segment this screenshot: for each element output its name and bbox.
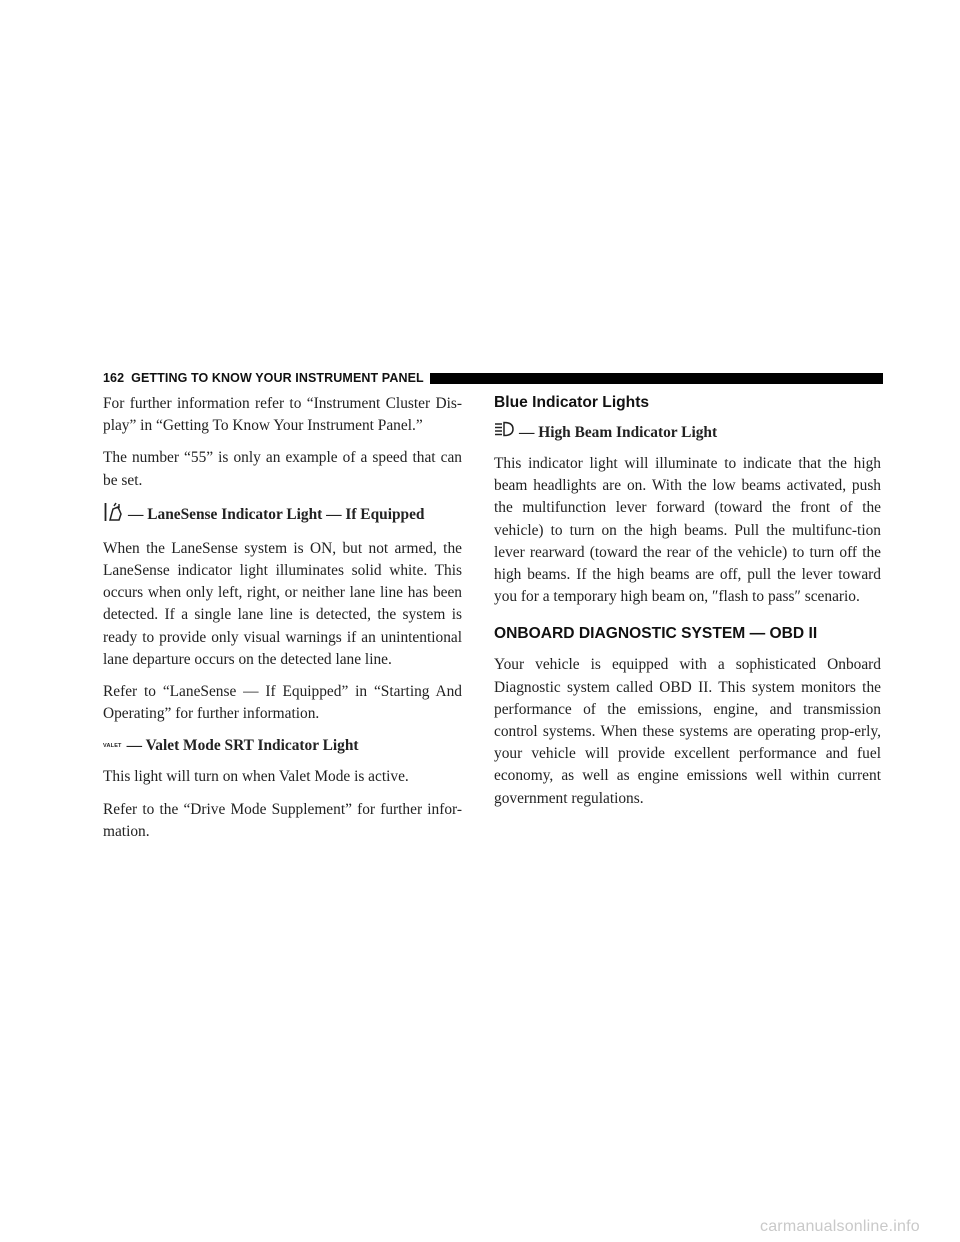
paragraph-cluster-reference: For further information refer to “Instrument Cluster Dis-play” in “Getting To Know Your Instrument Panel.”	[103, 395, 462, 435]
valet-icon: VALET	[103, 743, 122, 750]
paragraph-highbeam-description: This indicator light will illuminate to indicate that the high beam headlights are on. With the low beams activated, push the multifunction lever forward (toward the front of the vehicle) to turn on the high beams. Pull the multifunc-tion lever rearward (toward the rear of the vehicle) to turn off the high beams. If the high beams are off, pull the lever toward you for a temporary high beam on, ″flash to pass″ scenario.	[494, 455, 881, 606]
highbeam-heading	[494, 421, 881, 444]
lanesense-heading	[103, 502, 462, 529]
watermark: carmanualsonline.info	[760, 1218, 920, 1235]
page-header	[103, 371, 883, 385]
highbeam-heading-text: — High Beam Indicator Light	[519, 423, 718, 441]
paragraph-obd-description: Your vehicle is equipped with a sophisticated Onboard Diagnostic system called OBD II. This system monitors the performance of the emissions, engine, and transmission control systems. When these systems are operating prop-erly, your vehicle will provide excellent performance and fuel economy, as well as engine emissions well within current government regulations.	[494, 656, 881, 807]
section-title: GETTING TO KNOW YOUR INSTRUMENT PANEL	[131, 371, 424, 385]
lanesense-icon	[103, 502, 123, 529]
blue-indicator-heading: Blue Indicator Lights	[494, 394, 650, 411]
valet-heading-text: — Valet Mode SRT Indicator Light	[126, 737, 359, 755]
left-column	[103, 393, 462, 853]
high-beam-icon	[494, 421, 514, 444]
paragraph-valet-active: This light will turn on when Valet Mode is active.	[103, 768, 409, 786]
right-column	[494, 393, 881, 820]
lanesense-heading-text: — LaneSense Indicator Light — If Equipped	[128, 506, 425, 524]
paragraph-lanesense-description: When the LaneSense system is ON, but not armed, the LaneSense indicator light illuminates solid white. This occurs when only left, right, or neither lane line has been detected. If a single lane line is detected, the system is ready to provide only visual warnings if an unintentional lane departure occurs on the detected lane line.	[103, 539, 462, 668]
obd-heading: ONBOARD DIAGNOSTIC SYSTEM — OBD II	[494, 625, 818, 643]
header-rule	[430, 373, 883, 384]
paragraph-valet-reference: Refer to the “Drive Mode Supplement” for further infor-mation.	[103, 800, 462, 840]
paragraph-speed-example: The number “55” is only an example of a speed that can be set.	[103, 449, 462, 489]
valet-heading	[103, 735, 462, 757]
page-number: 162	[103, 371, 125, 385]
paragraph-lanesense-reference: Refer to “LaneSense — If Equipped” in “Starting And Operating” for further information.	[103, 683, 462, 723]
